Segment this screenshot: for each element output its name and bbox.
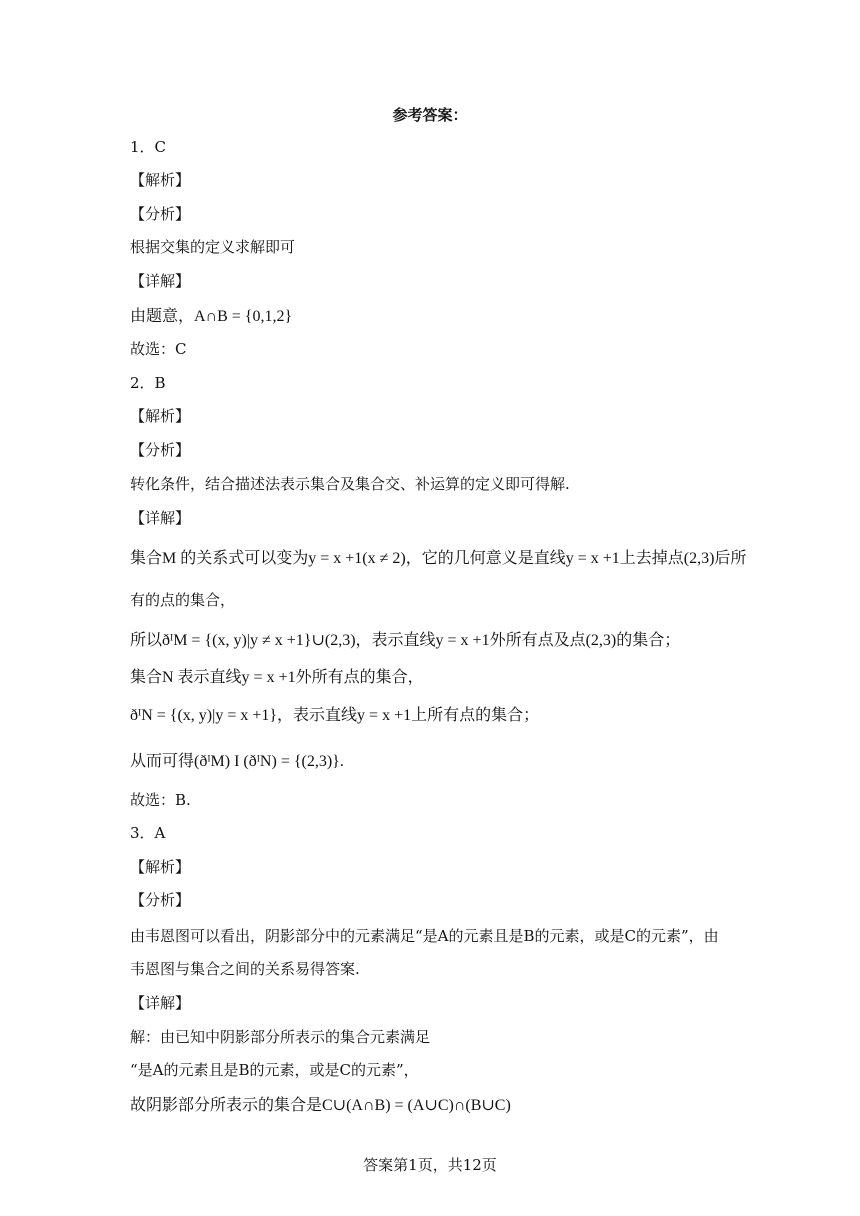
text-line: 有的点的集合，	[130, 591, 236, 609]
text-line: 故选：B.	[130, 791, 191, 809]
text-line: 2．B	[130, 374, 166, 392]
text-line: ðᴵN = {(x, y)|y = x +1}，表示直线y = x +1上所有点的集合；	[130, 707, 540, 724]
text-line: 【详解】	[130, 272, 191, 290]
text-line: 所以ðᴵM = {(x, y)|y ≠ x +1}∪(2,3)，表示直线y = x +1外所有点及点(2,3)的集合；	[130, 632, 681, 649]
text-line: 【分析】	[130, 891, 191, 909]
page-title: 参考答案：	[392, 106, 468, 124]
text-line: 【分析】	[130, 205, 191, 223]
text-line: 1．C	[130, 138, 167, 156]
text-line: 集合M 的关系式可以变为y = x +1(x ≠ 2)，它的几何意义是直线y = x +1上去掉点(2,3)后所	[130, 550, 747, 567]
text-line: 【解析】	[130, 407, 191, 425]
text-line: 解：由已知中阴影部分所表示的集合元素满足	[130, 1028, 431, 1046]
text-line: 【分析】	[130, 441, 191, 459]
text-line: 由韦恩图可以看出，阴影部分中的元素满足“是A的元素且是B的元素，或是C的元素”，由	[130, 927, 719, 945]
text-line: 【详解】	[130, 509, 191, 527]
text-line: 【解析】	[130, 858, 191, 876]
text-line: 转化条件，结合描述法表示集合及集合交、补运算的定义即可得解.	[130, 475, 570, 493]
text-line: “是A的元素且是B的元素，或是C的元素”，	[130, 1061, 419, 1079]
page-footer: 答案第1页，共12页	[363, 1156, 497, 1174]
text-line: 故阴影部分所表示的集合是C∪(A∩B) = (A∪C)∩(B∪C)	[130, 1097, 511, 1114]
text-line: 由题意，A∩B = {0,1,2}	[130, 308, 293, 325]
text-line: 根据交集的定义求解即可	[130, 238, 296, 256]
text-line: 【解析】	[130, 171, 191, 189]
text-line: 故选：C	[130, 340, 187, 358]
text-line: 集合N 表示直线y = x +1外所有点的集合，	[130, 669, 424, 686]
text-line: 【详解】	[130, 994, 191, 1012]
text-line: 从而可得(ðᴵM) I (ðᴵN) = {(2,3)}.	[130, 753, 344, 770]
text-line: 韦恩图与集合之间的关系易得答案.	[130, 960, 360, 978]
text-line: 3．A	[130, 824, 166, 842]
